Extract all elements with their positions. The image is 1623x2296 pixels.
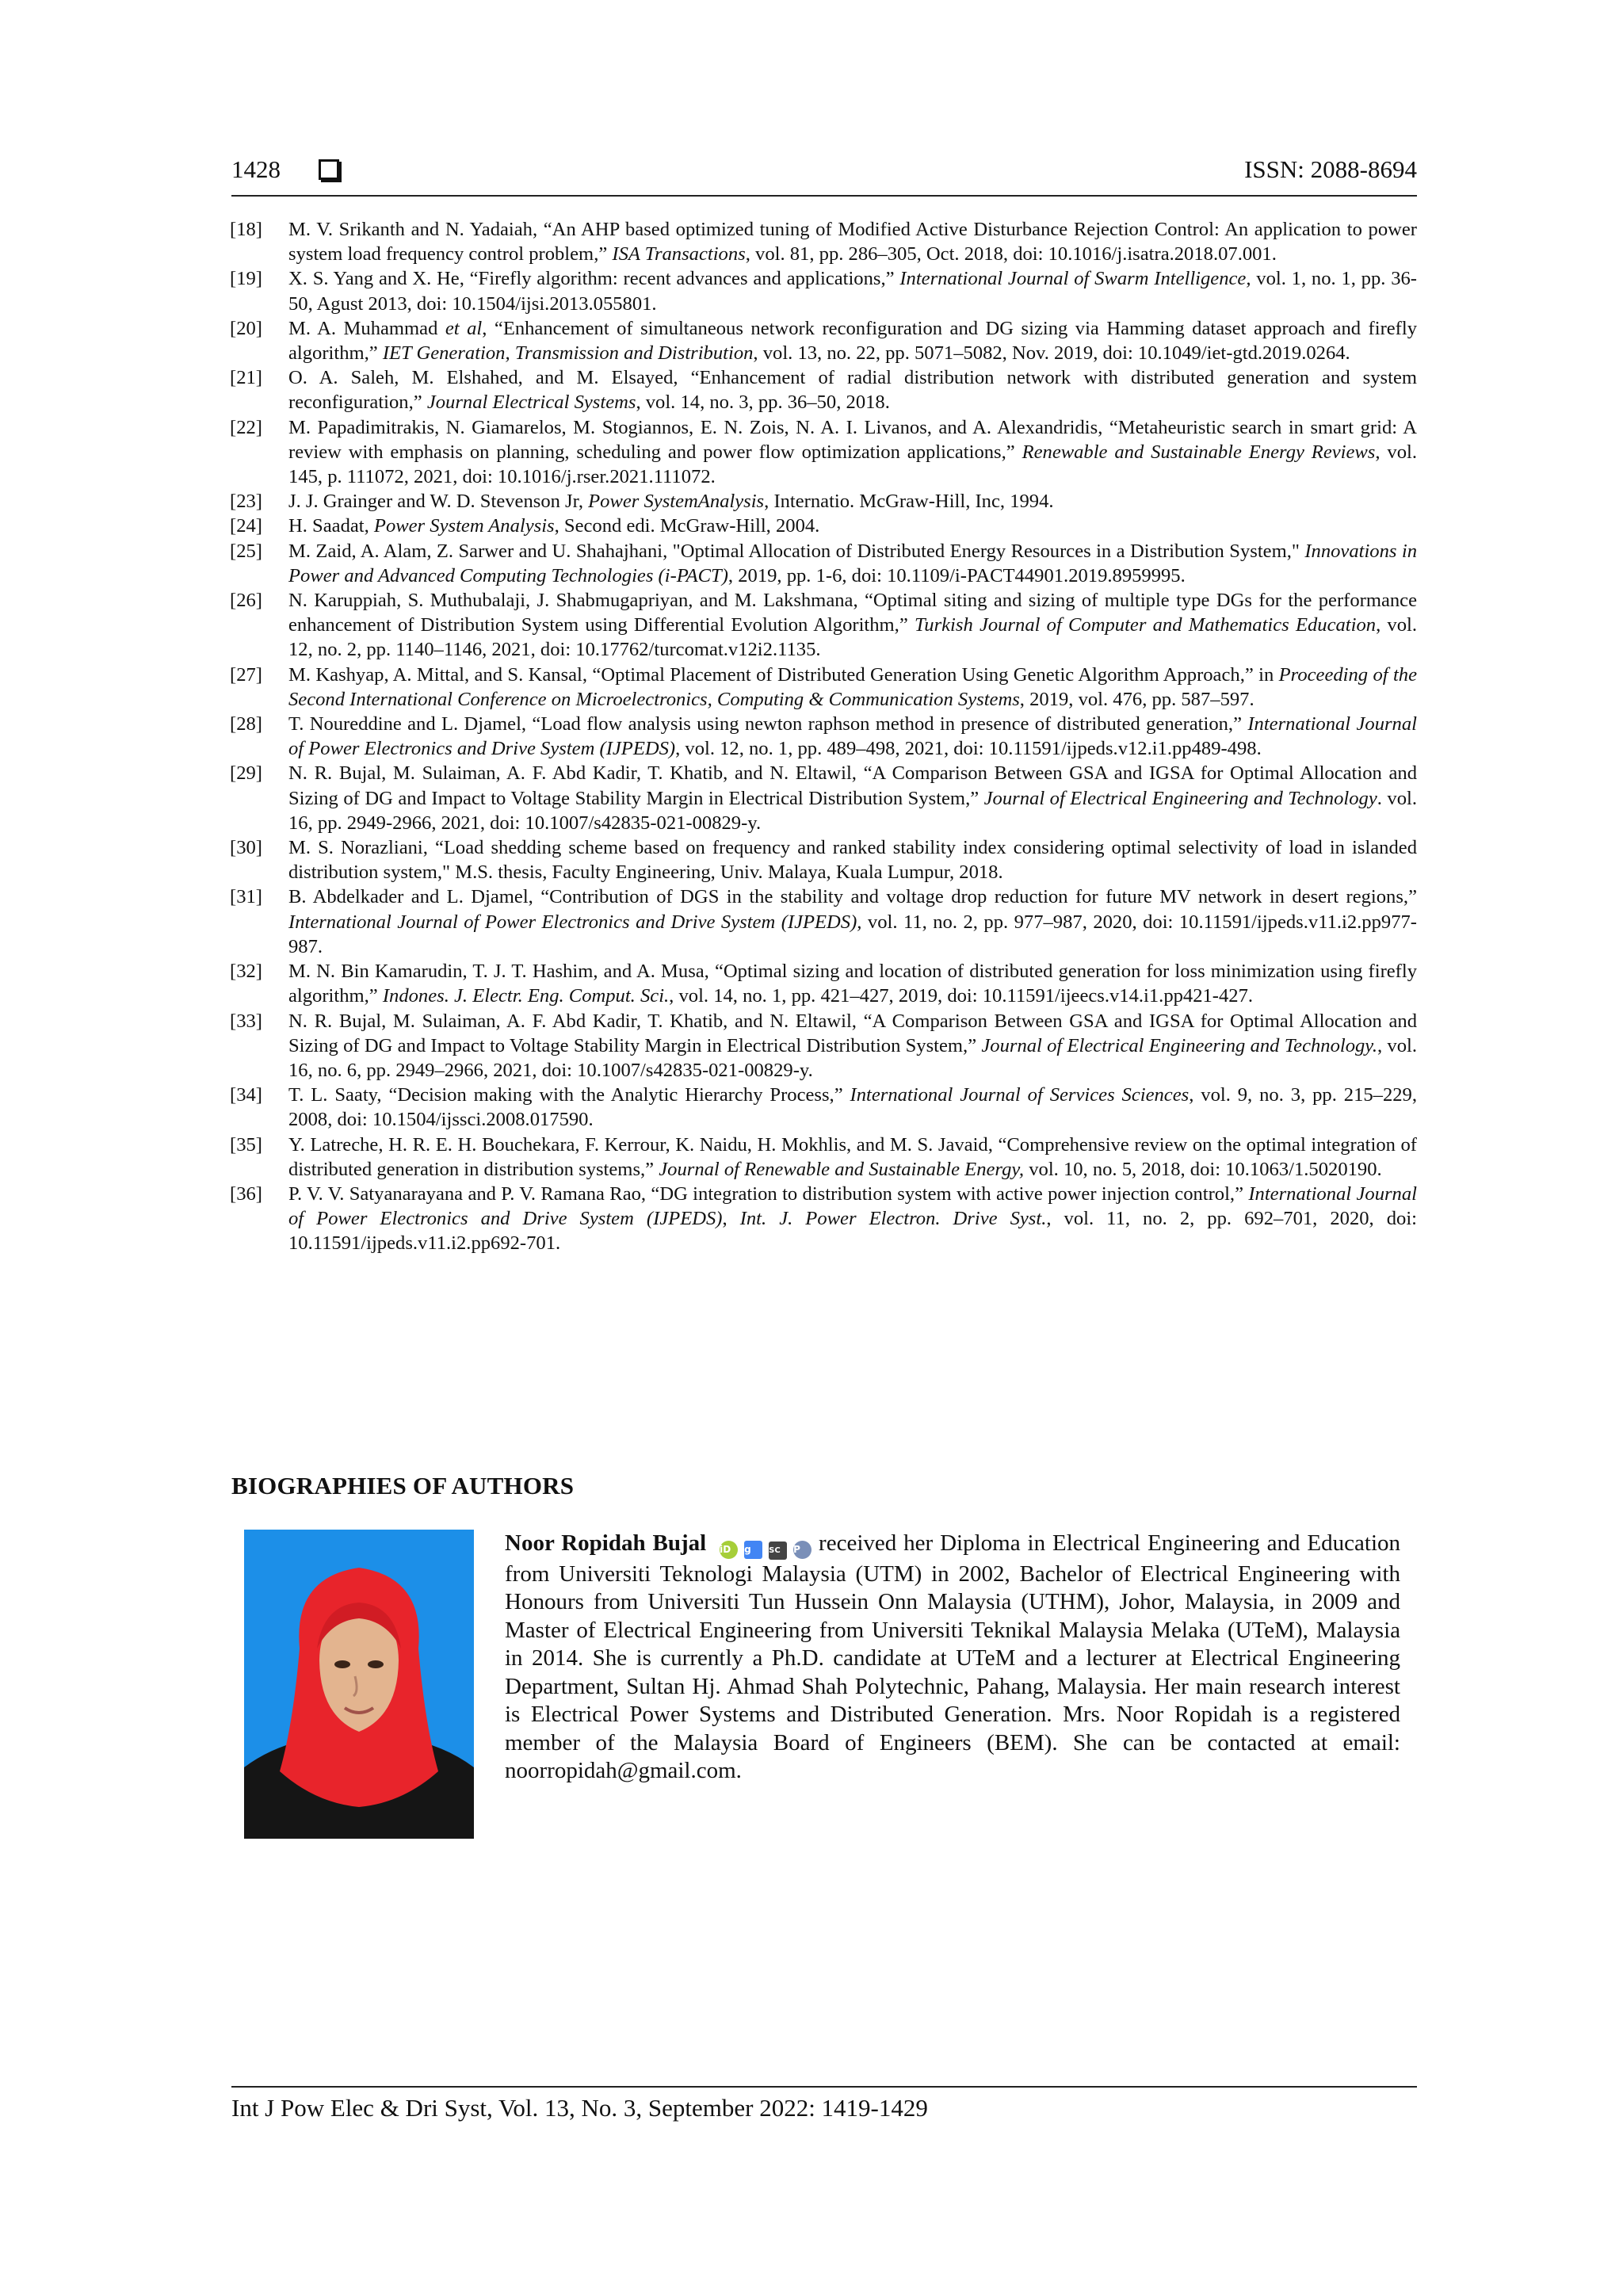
reference-number: [21]	[230, 367, 262, 389]
reference-text: , vol. 11, no. 2, pp. 692–701, 2020, doi: 10.11591/ijpeds.v11.i2.pp692-701.	[288, 1208, 1418, 1255]
reference-text: , vol. 16, no. 6, pp. 2949–2966, 2021, doi: 10.1007/s42835-021-00829-y.	[288, 1034, 1417, 1081]
reference-source: Turkish Journal of Computer and Mathematics Education	[914, 614, 1377, 636]
reference-text: vol. 1, no. 1, pp. 36-50, Agust 2013, doi: 10.1504/ijsi.2013.055801.	[288, 268, 1418, 315]
page-footer	[231, 2086, 1417, 2122]
reference-text: H. Saadat,	[288, 515, 374, 537]
reference-text: M. V. Srikanth and N. Yadaiah, “An AHP based optimized tuning of Modified Active Disturbance Rejection Control: An application to power system load frequency control problem,”	[288, 219, 1417, 266]
reference-source: International Journal of Services Sciences	[850, 1084, 1190, 1106]
author-name: Noor Ropidah Bujal	[505, 1530, 707, 1556]
reference-source: Proceeding of the Second International Conference on Microelectronics, Computing & Communication Systems	[288, 663, 1418, 710]
reference-item	[230, 588, 1417, 663]
reference-text: J. J. Grainger and W. D. Stevenson Jr,	[288, 491, 589, 513]
reference-source: Journal of Renewable and Sustainable Energy,	[659, 1158, 1025, 1180]
reference-number: [27]	[230, 663, 262, 686]
page-number: 1428	[231, 155, 281, 183]
reference-item	[230, 712, 1417, 761]
biographies-heading: BIOGRAPHIES OF AUTHORS	[231, 1472, 575, 1499]
reference-text: P. V. V. Satyanarayana and P. V. Ramana Rao, “DG integration to distribution system with active power injection control,”	[288, 1182, 1249, 1205]
reference-source: Int. J. Power Electron. Drive Syst.	[739, 1208, 1047, 1230]
issn: ISSN: 2088-8694	[1244, 155, 1417, 183]
reference-text: T. L. Saaty, “Decision making with the Analytic Hierarchy Process,”	[288, 1084, 850, 1106]
reference-number: [23]	[230, 491, 262, 513]
reference-item	[230, 1182, 1417, 1256]
reference-source: IET Generation, Transmission and Distribution	[382, 342, 754, 365]
reference-text: B. Abdelkader and L. Djamel, “Contribution of DGS in the stability and voltage drop reduction for future MV network in desert regions,”	[288, 886, 1417, 908]
reference-number: [25]	[230, 540, 262, 562]
reference-source: International Journal of Swarm Intelligence,	[899, 268, 1251, 290]
reference-item	[230, 663, 1417, 712]
author-biography-text: received her Diploma in Electrical Engineering and Education from Universiti Teknologi Malaysia (UTM) in 2002, Bachelor of Electrical Engineering with Honours from Universiti Tun Hussein Onn Malaysia (UTHM), Johor, Malaysia, in 2009 and Master of Electrical Engineering from Universiti Teknikal Malaysia Melaka (UTeM), Malaysia in 2014. She is currently a Ph.D. candidate at UTeM and a lecturer at Electrical Engineering Department, Sultan Hj. Ahmad Shah Polytechnic, Pahang, Malaysia. Her main research interest is Electrical Power Systems and Distributed Generation. Mrs. Noor Ropidah is a registered member of the Malaysia Board of Engineers (BEM). She can be contacted at email: noorropidah@gmail.com.	[505, 1530, 1401, 1783]
reference-text: , vol. 12, no. 2, pp. 1140–1146, 2021, doi: 10.17762/turcomat.v12i2.1135.	[288, 614, 1417, 661]
reference-source: ISA Transactions	[612, 243, 746, 266]
reference-number: [26]	[230, 590, 262, 612]
reference-number: [28]	[230, 713, 262, 735]
reference-source: Power System Analysis	[373, 515, 555, 537]
author-photo-drawing	[244, 1530, 474, 1839]
reference-text: N. R. Bujal, M. Sulaiman, A. F. Abd Kadir, T. Khatib, and N. Eltawil, “A Comparison Between GSA and IGSA for Optimal Allocation and Sizing of DG and Impact to Voltage Stability Margin in Electrical Distribution System,”	[288, 1010, 1417, 1056]
reference-text: M. N. Bin Kamarudin, T. J. T. Hashim, and A. Musa, “Optimal sizing and location of distributed generation for loss minimization using firefly algorithm,”	[288, 961, 1417, 1007]
reference-number: [36]	[230, 1182, 262, 1205]
reference-text: N. Karuppiah, S. Muthubalaji, J. Shabmugapriyan, and M. Lakshmana, “Optimal siting and sizing of multiple type DGs for the performance enhancement of Distribution System using Differential Evolution Algorithm,”	[288, 590, 1417, 636]
reference-text: M. Kashyap, A. Mittal, and S. Kansal, “Optimal Placement of Distributed Generation Using Genetic Algorithm Approach,” in	[288, 663, 1279, 686]
reference-source: Journal of Electrical Engineering and Technology.	[981, 1034, 1378, 1056]
reference-text: O. A. Saleh, M. Elshahed, and M. Elsayed, “Enhancement of radial distribution network with distributed generation and system reconfiguration,”	[288, 367, 1417, 414]
reference-item	[230, 514, 1417, 538]
reference-number: [34]	[230, 1084, 262, 1106]
reference-source: International Journal of Power Electronics and Drive System (IJPEDS)	[288, 1182, 1417, 1230]
reference-number: [31]	[230, 886, 262, 908]
reference-number: [30]	[230, 837, 262, 859]
reference-source: Renewable and Sustainable Energy Reviews	[1022, 441, 1376, 463]
reference-text: M. S. Norazliani, “Load shedding scheme based on frequency and ranked stability index considering optimal selectivity of load in islanded distribution system," M.S. thesis, Faculty Engineering, Univ. Malaya, Kuala Lumpur, 2018.	[288, 837, 1417, 884]
reference-text: , vol. 145, p. 111072, 2021, doi: 10.1016/j.rser.2021.111072.	[288, 441, 1417, 488]
reference-item	[230, 1133, 1417, 1182]
reference-number: [33]	[230, 1010, 262, 1032]
reference-number: [35]	[230, 1133, 262, 1156]
reference-item	[230, 316, 1417, 365]
reference-text: , “Enhancement of simultaneous network reconfiguration and DG sizing via Hamming dataset approach and firefly algorithm,”	[288, 317, 1417, 365]
reference-number: [18]	[230, 219, 262, 240]
reference-text: , Internatio. McGraw-Hill, Inc, 1994.	[764, 491, 1054, 513]
reference-text: M. A. Muhammad	[288, 317, 445, 339]
reference-source: et al	[445, 317, 483, 339]
reference-text: N. R. Bujal, M. Sulaiman, A. F. Abd Kadir, T. Khatib, and N. Eltawil, “A Comparison Between GSA and IGSA for Optimal Allocation and Sizing of DG and Impact to Voltage Stability Margin in Electrical Distribution System,”	[288, 762, 1417, 809]
reference-source: Power SystemAnalysis	[588, 491, 765, 513]
reference-text: , vol. 14, no. 3, pp. 36–50, 2018.	[636, 392, 890, 414]
reference-item	[230, 884, 1417, 959]
reference-number: [24]	[230, 515, 262, 537]
reference-source: International Journal of Power Electronics and Drive System (IJPEDS),	[288, 911, 862, 933]
orcid-icon[interactable]: iD	[720, 1541, 738, 1559]
reference-number: [22]	[230, 416, 262, 438]
journal-citation: Int J Pow Elec & Dri Syst, Vol. 13, No. 3, September 2022: 1419-1429	[231, 2094, 928, 2122]
reference-text: vol. 10, no. 5, 2018, doi: 10.1063/1.5020190.	[1024, 1158, 1382, 1180]
reference-item	[230, 539, 1417, 588]
reference-text: , 2019, pp. 1-6, doi: 10.1109/i-PACT44901.2019.8959995.	[727, 564, 1186, 586]
reference-text: Y. Latreche, H. R. E. H. Bouchekara, F. Kerrour, K. Naidu, H. Mokhlis, and M. S. Javaid, “Comprehensive review on the optimal integration of distributed generation in distribution systems,”	[288, 1133, 1417, 1180]
reference-number: [29]	[230, 762, 262, 785]
reference-item	[230, 761, 1417, 835]
author-biography	[505, 1530, 1400, 1786]
reference-text: ,	[722, 1208, 740, 1230]
reference-source: Journal Electrical Systems	[426, 392, 636, 414]
reference-source: Journal of Electrical Engineering and Technology	[983, 787, 1377, 809]
reference-item	[230, 415, 1417, 490]
author-photo	[244, 1530, 474, 1839]
publons-icon[interactable]: P	[793, 1541, 812, 1559]
page-header	[231, 152, 1417, 197]
reference-number: [32]	[230, 961, 262, 983]
reference-text: M. Zaid, A. Alam, Z. Sarwer and U. Shahajhani, "Optimal Allocation of Distributed Energy Resources in a Distribution System,"	[288, 540, 1305, 562]
reference-text: , Second edi. McGraw-Hill, 2004.	[554, 515, 820, 537]
reference-source: Innovations in Power and Advanced Computing Technologies (i-PACT)	[288, 540, 1418, 586]
reference-text: , 2019, vol. 476, pp. 587–597.	[1019, 688, 1254, 710]
reference-item	[230, 266, 1417, 315]
reference-text: X. S. Yang and X. He, “Firefly algorithm: recent advances and applications,”	[288, 268, 900, 290]
reference-item	[230, 1083, 1417, 1132]
box-icon	[319, 159, 339, 180]
reference-text: T. Noureddine and L. Djamel, “Load flow analysis using newton raphson method in presence of distributed generation,”	[288, 713, 1248, 735]
reference-text: , vol. 81, pp. 286–305, Oct. 2018, doi: 10.1016/j.isatra.2018.07.001.	[745, 243, 1277, 266]
reference-list	[230, 217, 1417, 1256]
reference-source: International Journal of Power Electronics and Drive System (IJPEDS)	[288, 713, 1417, 760]
scopus-icon[interactable]: SC	[769, 1541, 787, 1560]
reference-text: , vol. 13, no. 22, pp. 5071–5082, Nov. 2019, doi: 10.1049/iet-gtd.2019.0264.	[753, 342, 1350, 365]
reference-text: M. Papadimitrakis, N. Giamarelos, M. Stogiannos, E. N. Zois, N. A. I. Livanos, and A. Alexandridis, “Metaheuristic search in smart grid: A review with emphasis on planning, scheduling and power flow optimization applications,”	[288, 416, 1417, 463]
reference-text: , vol. 14, no. 1, pp. 421–427, 2019, doi: 10.11591/ijeecs.v14.i1.pp421-427.	[669, 985, 1254, 1007]
reference-item	[230, 217, 1417, 266]
reference-number: [19]	[230, 268, 262, 290]
reference-item	[230, 1009, 1417, 1083]
reference-item	[230, 959, 1417, 1008]
reference-text: . vol. 16, pp. 2949-2966, 2021, doi: 10.1007/s42835-021-00829-y.	[288, 787, 1417, 834]
reference-number: [20]	[230, 317, 262, 339]
author-profile-icons	[713, 1532, 812, 1561]
reference-text: vol. 11, no. 2, pp. 977–987, 2020, doi: 10.11591/ijpeds.v11.i2.pp977-987.	[288, 911, 1417, 957]
reference-item	[230, 365, 1417, 415]
reference-source: Indones. J. Electr. Eng. Comput. Sci.	[382, 985, 670, 1007]
reference-item	[230, 489, 1417, 514]
reference-text: , vol. 9, no. 3, pp. 215–229, 2008, doi: 10.1504/ijssci.2008.017590.	[288, 1084, 1418, 1131]
google-scholar-icon[interactable]: g	[744, 1541, 762, 1559]
reference-item	[230, 835, 1417, 884]
reference-text: , vol. 12, no. 1, pp. 489–498, 2021, doi: 10.11591/ijpeds.v12.i1.pp489-498.	[675, 738, 1262, 760]
